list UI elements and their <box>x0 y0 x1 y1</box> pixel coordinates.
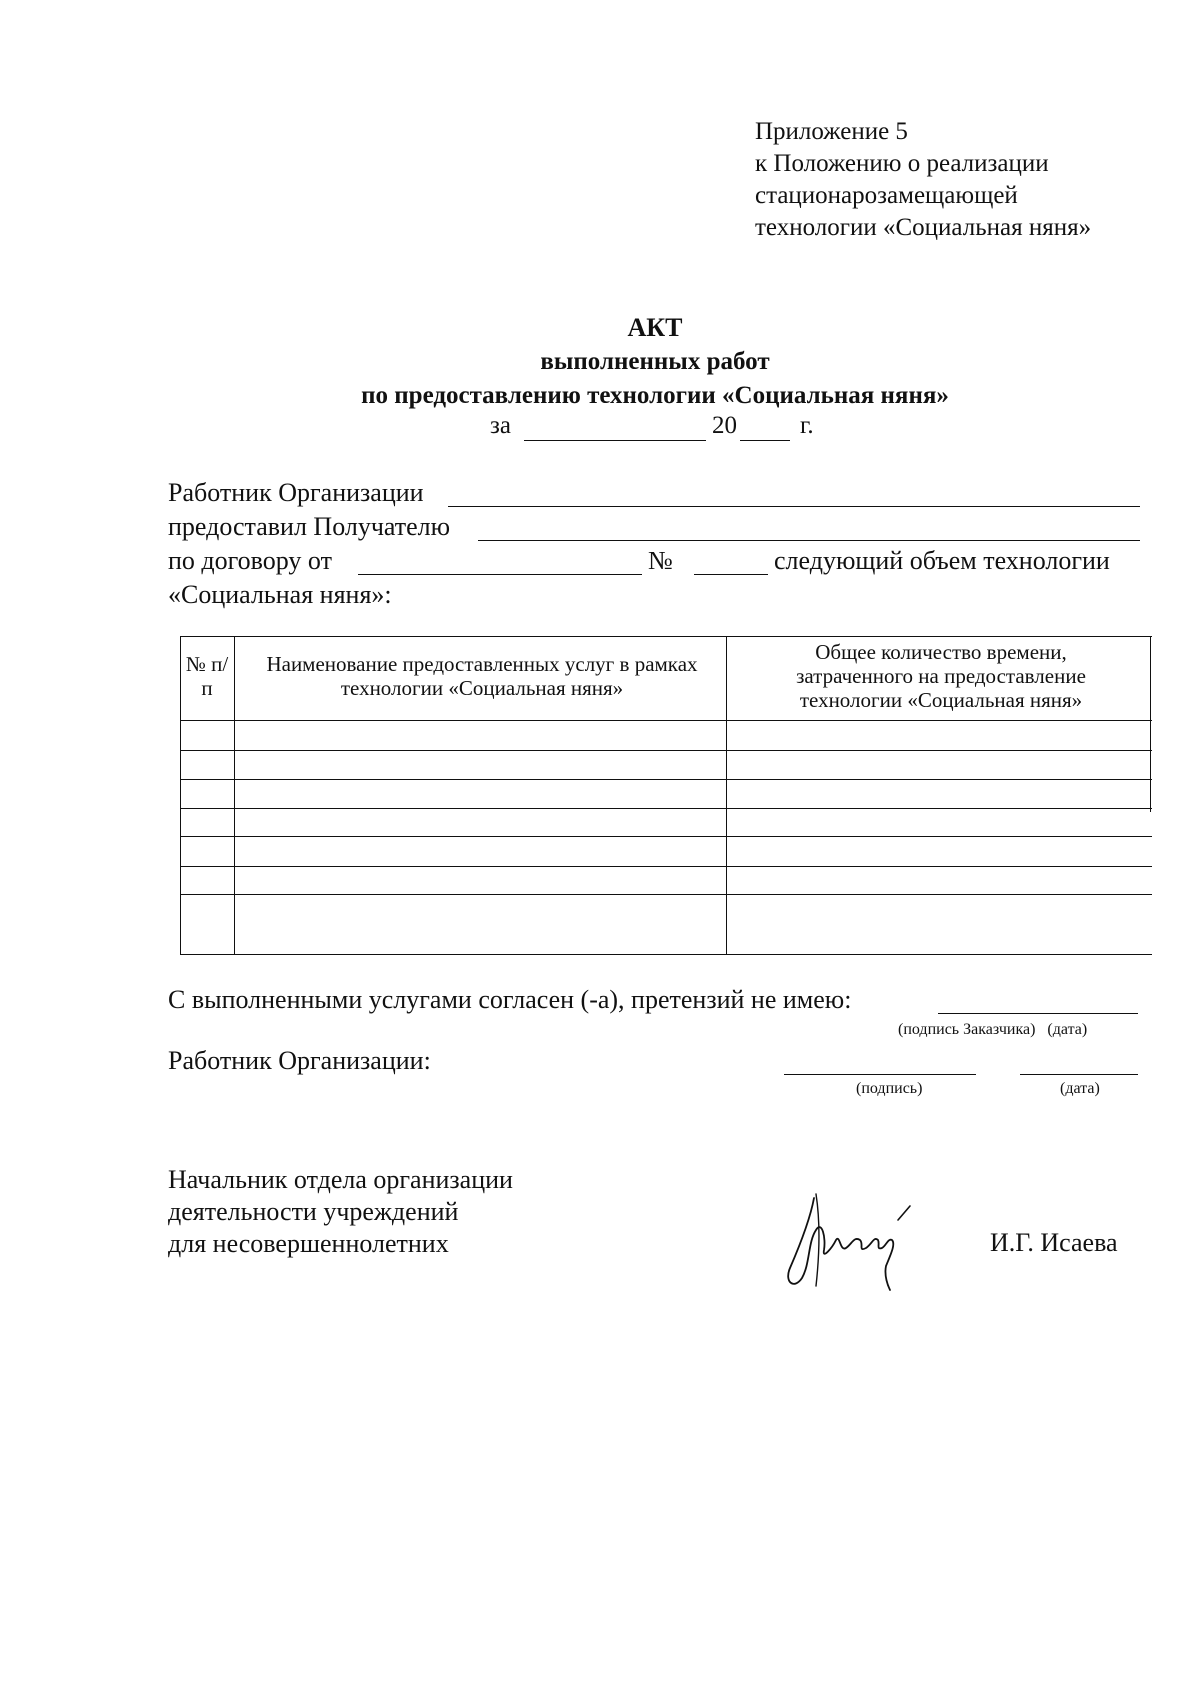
period-year: 20 <box>712 412 737 439</box>
table-top-border <box>180 636 1152 637</box>
worker-date-blank <box>1020 1074 1138 1075</box>
worker-label: Работник Организации <box>168 478 424 507</box>
signatory-position-line-3: для несовершеннолетних <box>168 1229 449 1258</box>
worker-signature-blank <box>784 1074 976 1075</box>
document-subtitle-2: по предоставлению технологии «Социальная няня» <box>361 382 949 409</box>
customer-signature-caption: (подпись Заказчика) (дата) <box>898 1021 1088 1038</box>
table-row-line <box>180 808 1152 809</box>
table-col-divider-1 <box>234 636 235 954</box>
appendix-block <box>755 116 1091 244</box>
contract-prefix: по договору от <box>168 546 332 575</box>
contract-suffix: следующий объем технологии <box>774 546 1110 575</box>
customer-signature-blank <box>938 1013 1138 1014</box>
appendix-line-4: технологии «Социальная няня» <box>755 214 1092 241</box>
table-bottom-border <box>180 954 1152 955</box>
period-prefix: за <box>490 412 511 439</box>
contract-date-blank <box>358 574 642 575</box>
table-header-bottom <box>180 720 1152 721</box>
worker-date-caption: (дата) <box>1060 1080 1100 1097</box>
appendix-line-2: к Положению о реализации <box>755 150 1049 177</box>
agreement-text: С выполненными услугами согласен (-а), претензий не имею: <box>168 985 852 1014</box>
table-header-number: № п/п <box>185 652 229 700</box>
table-header-service: Наименование предоставленных услуг в рамках технологии «Социальная няня» <box>266 652 698 700</box>
contract-number-blank <box>694 574 768 575</box>
recipient-blank <box>478 540 1140 541</box>
worker-signature-label: Работник Организации: <box>168 1046 431 1075</box>
period-suffix: г. <box>800 412 814 439</box>
signatory-position-line-2: деятельности учреждений <box>168 1197 459 1226</box>
handwritten-signature <box>780 1190 920 1300</box>
appendix-line-1: Приложение 5 <box>755 118 908 145</box>
table-row-line <box>180 894 1152 895</box>
table-row-line <box>180 866 1152 867</box>
signatory-name: И.Г. Исаева <box>990 1228 1118 1257</box>
document-subtitle-1: выполненных работ <box>540 348 770 375</box>
technology-name: «Социальная няня»: <box>168 580 392 609</box>
period-year-blank <box>740 440 790 441</box>
worker-blank <box>448 506 1140 507</box>
table-row-line <box>180 750 1152 751</box>
table-right-border <box>1150 636 1151 812</box>
document-title: АКТ <box>627 313 683 342</box>
appendix-line-3: стационарозамещающей <box>755 182 1018 209</box>
signatory-position <box>168 1164 513 1260</box>
table-col-divider-2 <box>726 636 727 954</box>
contract-number-label: № <box>648 546 673 575</box>
provided-label: предоставил Получателю <box>168 512 451 541</box>
table-left-border <box>180 636 181 954</box>
table-header-time: Общее количество времени, затраченного на предоставление технологии «Социальная няня» <box>796 640 1086 712</box>
table-row-line <box>180 836 1152 837</box>
period-month-blank <box>524 440 706 441</box>
table-row-line <box>180 779 1152 780</box>
signatory-position-line-1: Начальник отдела организации <box>168 1165 513 1194</box>
worker-signature-caption: (подпись) <box>856 1080 923 1097</box>
